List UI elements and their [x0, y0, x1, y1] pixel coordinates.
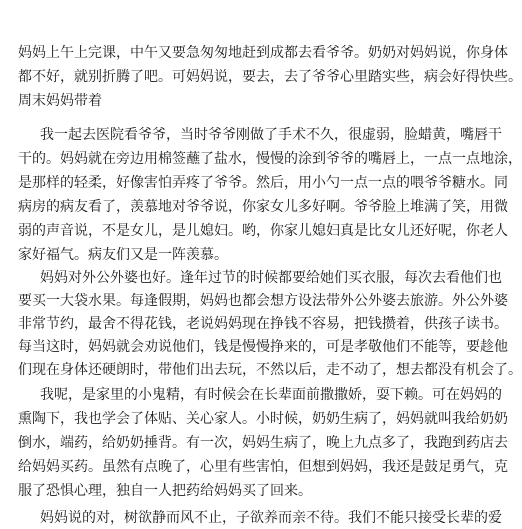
text-line-13: 每当这时，妈妈就会劝说他们，钱是慢慢挣来的，可是孝敬他们不能等，要趁他	[18, 339, 508, 355]
text-line-4: 我一起去医院看爷爷，当时爷爷刚做了手术不久，很虚弱，脸蜡黄，嘴唇干	[40, 127, 502, 143]
text-line-11: 要买一大袋水果。每逢假期，妈妈也都会想方设法带外公外婆去旅游。外公外婆	[18, 293, 508, 309]
text-line-1: 妈妈上午上完课，中午又要急匆匆地赶到成都去看爷爷。奶奶对妈妈说，你身体	[18, 45, 508, 61]
text-line-18: 给妈妈买药。虽然有点晚了，心里有些害怕，但想到妈妈，我还是鼓足勇气，克	[18, 459, 508, 475]
text-line-8: 弱的声音说，不是女儿，是儿媳妇。哟，你家儿媳妇真是比女儿还好呢，你老人	[18, 223, 508, 239]
text-line-20: 妈妈说的对，树欲静而风不止，子欲养而亲不待。我们不能只接受长辈的爱	[40, 510, 502, 526]
text-line-5: 干的。妈妈就在旁边用棉签蘸了盐水，慢慢的涂到爷爷的嘴唇上，一点一点地涂，	[18, 151, 522, 167]
text-line-9: 家好福气。病友们又是一阵羡慕。	[18, 247, 228, 263]
text-line-3: 周末妈妈带着	[18, 93, 102, 109]
text-line-10: 妈妈对外公外婆也好。逢年过节的时候都要给她们买衣服，每次去看他们也	[40, 270, 502, 286]
text-line-19: 服了恐惧心理，独自一人把药给妈妈买了回来。	[18, 483, 312, 499]
text-line-14: 们现在身体还硬朗时，带他们出去玩，不然以后，走不动了，想去都没有机会了。	[18, 362, 522, 378]
text-line-12: 非常节约，最舍不得花钱，老说妈妈现在挣钱不容易，把钱攒着，供孩子读书。	[18, 316, 508, 332]
text-line-16: 熏陶下，我也学会了体贴、关心家人。小时候，奶奶生病了，妈妈就叫我给奶奶	[18, 411, 508, 427]
text-line-15: 我呢，是家里的小鬼精，有时候会在长辈面前撒撒娇，耍下赖。可在妈妈的	[40, 387, 502, 403]
text-line-2: 都不好，就别折腾了吧。可妈妈说，要去，去了爷爷心里踏实些，病会好得快些。	[18, 69, 522, 85]
text-line-6: 是那样的轻柔，好像害怕弄疼了爷爷。然后，用小勺一点一点的喂爷爷糖水。同	[18, 175, 508, 191]
text-line-17: 倒水，端药，给奶奶捶背。有一次，妈妈生病了，晚上九点多了，我跑到药店去	[18, 435, 508, 451]
text-line-7: 病房的病友看了，羡慕地对爷爷说，你家女儿多好啊。爷爷脸上堆满了笑，用微	[18, 199, 508, 215]
